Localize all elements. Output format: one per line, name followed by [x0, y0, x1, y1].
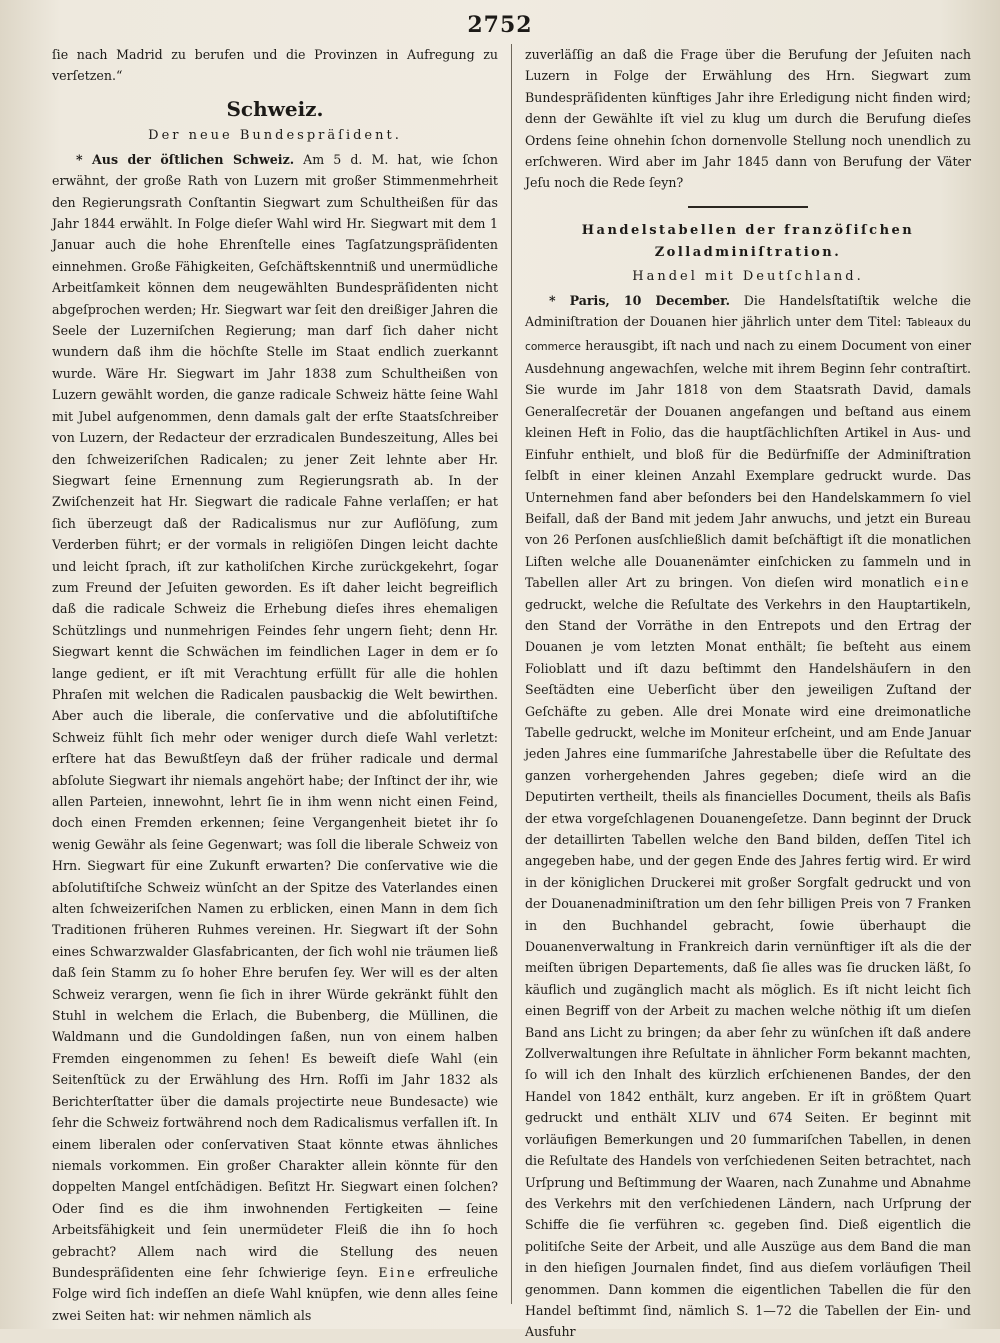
right-column	[525, 44, 971, 1340]
article-spaced-word: Eine	[378, 1264, 418, 1280]
article-body-end: erfreuliche Folge wird ſich indeſſen an dieſe Wahl knüpfen, wie denn alles ſeine zwei Seiten hat: wir nehmen nämlich als	[52, 1264, 498, 1323]
publication-title: Tableaux du commerce	[525, 317, 971, 353]
sub-heading-bundespraesident: Der neue Bundespräſident.	[148, 127, 402, 143]
article-spaced-word-eine: eine	[933, 575, 971, 591]
right-continuation-text: zuverläſſig an daß die Frage über die Berufung der Jeſuiten nach Luzern in Folge der Erwählung des Hrn. Siegwart zum Bundespräſidenten künftiges Jahr ihre Erledigung nicht finden wird; denn der Gewählte iſt viel zu klug um durch die Berufung dieſes Ordens ſeine ohnehin ſchon dornenvolle Stellung noch unendlich zu erſchweren. Wird aber im Jahr 1845 dann von Berufung der Väter Jeſu noch die Rede ſeyn?	[525, 47, 971, 191]
section-rule	[688, 206, 808, 208]
section-heading-handelstabellen: Handelstabellen der franzöſiſchen Zolladminiſtration.	[581, 222, 915, 260]
article-handelstabellen	[525, 290, 971, 1343]
sub-heading-handel-deutschland: Handel mit Deutſchland.	[632, 268, 864, 284]
article-body-part1: herausgibt, iſt nach und nach zu einem Document von einer Ausdehnung angewachſen, welche mit ihrem Beginn ſehr contraſtirt. Sie wurde im Jahr 1818 von dem Staatsrath David, damals Generalſecretär der Douanen angefangen und beſtand aus einem kleinen Heft in Folio, das die hauptſächlichſten Artikel in Aus- und Einfuhr enthielt, und bloß für die Bedürfniſſe der Adminiſtration ſelbſt in einer kleinen Anzahl Exemplare gedruckt wurde. Das Unternehmen fand aber beſonders bei den Handelskammern ſo viel Beifall, daß der Band mit jedem Jahr anwuchs, und jetzt ein Bureau von 26 Perſonen ausſchließlich damit beſchäftigt iſt die monatlichen Liſten welche alle Douanenämter einſchicken zu ſammeln und in Tabellen aller Art zu bringen. Von dieſen wird monatlich	[525, 337, 971, 591]
page-number: 2752	[467, 12, 533, 38]
section-heading-schweiz: Schweiz.	[226, 96, 324, 121]
article-dateline-paris: * Paris, 10 December.	[549, 292, 731, 308]
left-column	[52, 44, 498, 1323]
article-bundespraesident	[52, 149, 498, 1326]
article-body: Am 5 d. M. hat, wie ſchon erwähnt, der große Rath von Luzern mit großer Stimmenmehrheit den Regierungsrath Conſtantin Siegwart zum Schultheißen für das Jahr 1844 erwählt. In Folge dieſer Wahl wird Hr. Siegwart mit dem 1 Januar auch die hohe Ehrenſtelle eines Tagſatzungspräſidenten einnehmen. Große Fähigkeiten, Geſchäftskenntniß und unermüdliche Arbeitſamkeit können dem neugewählten Bundespräſidenten nicht abgeſprochen werden; Hr. Siegwart war ſeit den dreißiger Jahren die Seele der Luzerniſchen Regierung; man darf ſich daher nicht wundern daß ihm die höchſte Stelle im Staat endlich zuerkannt wurde. Wäre Hr. Siegwart im Jahr 1838 zum Schultheißen von Luzern gewählt worden, die ganze radicale Schweiz hätte ſeine Wahl mit Jubel aufgenommen, denn damals galt der erſte Staatsſchreiber von Luzern, der Redacteur der erzradicalen Bundeszeitung, Alles bei den ſchweizeriſchen Radicalen; zu jener Zeit lehnte aber Hr. Siegwart ſeine Ernennung zum Regierungsrath ab. In der Zwiſchenzeit hat Hr. Siegwart die radicale Fahne verlaſſen; er hat ſich überzeugt daß der Radicalismus nur zur Auflöſung, zum Verderben führt; er der vormals in religiöſen Dingen leicht dachte und leicht ſprach, iſt zur katholiſchen Kirche zurückgekehrt, ſogar zum Freund der Jeſuiten geworden. Es iſt daher leicht begreiflich daß die radicale Schweiz die Erhebung dieſes ihres ehemaligen Schützlings und nunmehrigen Feindes ſehr ungern ſieht; denn Hr. Siegwart kennt die Schwächen im feindlichen Lager in dem er ſo lange gedient, er iſt mit Verachtung erfüllt für alle die hohlen Phraſen mit welchen die Radicalen pausbackig die Welt bewirthen. Aber auch die liberale, die conſervative und die abſolutiſtiſche Schweiz fühlt ſich mehr oder weniger durch dieſe Wahl verletzt: erſtere hat das Bewußtſeyn daß der früher radicale und dermal abſolute Siegwart ihr niemals angehört habe; der Inſtinct der ihr, wie allen Parteien, innewohnt, lehrt ſie in ihm wenn nicht einen Feind, doch einen Fremden erkennen; ſeine Vergangenheit bietet ihr ſo wenig Gewähr als ſeine Gegenwart; was ſoll die liberale Schweiz von Hrn. Siegwart für eine Zukunft erwarten? Die conſervative wie die abſolutiſtiſche Schweiz wünſcht an der Spitze des Vaterlandes einen alten ſchweizeriſchen Namen zu erblicken, einen Mann in dem ſich Traditionen früheren Ruhmes vereinen. Hr. Siegwart iſt der Sohn eines Schwarzwalder Glasfabricanten, der ſich wohl nie träumen ließ daß ſein Stamm zu ſo hoher Ehre berufen ſey. Wer will es der alten Schweiz verargen, wenn ſie ſich in ihrer Würde gekränkt fühlt den Stuhl in welchem die Erlach, die Bubenberg, die Müllinen, die Waldmann und die Gundoldingen ſaßen, nun von einem halben Fremden eingenommen zu ſehen! Es beweiſt dieſe Wahl (ein Seitenſtück zu der Erwählung des Hrn. Roſſi im Jahr 1832 als Berichterſtatter über die damals projectirte neue Bundesacte) wie ſehr die Schweiz fortwährend noch dem Radicalismus verfallen iſt. In einem liberalen oder conſervativen Staat könnte etwas ähnliches niemals vorkommen. Ein großer Charakter allein könnte für den doppelten Mangel entſchädigen. Beſitzt Hr. Siegwart einen ſolchen? Oder ſind es die ihm inwohnenden Fertigkeiten — ſeine Arbeitsfähigkeit und ſein unermüdeter Fleiß die ihn ſo hoch gebracht? Allem nach wird die Stellung des neuen Bundespräſidenten eine ſehr ſchwierige ſeyn.	[52, 151, 498, 1280]
column-divider	[511, 44, 512, 1304]
left-continuation-text: ſie nach Madrid zu berufen und die Provinzen in Aufregung zu verſetzen.“	[52, 47, 498, 84]
article-dateline: * Aus der öſtlichen Schweiz.	[76, 151, 295, 167]
article-body-part2: gedruckt, welche die Reſultate des Verkehrs in den Hauptartikeln, den Stand der Vorräthe in den Entrepots und den Ertrag der Douanen je vom letzten Monat enthält; ſie beſteht aus einem Folioblatt und iſt dazu beſtimmt den Handelshäuſern in den Seeſtädten eine Ueberſicht über den jeweiligen Zuſtand der Geſchäfte zu geben. Alle drei Monate wird eine dreimonatliche Tabelle gedruckt, welche im Moniteur erſcheint, und am Ende Januar jeden Jahres eine ſummariſche Jahrestabelle über die Reſultate des ganzen vorhergehenden Jahres gegeben; dieſe wird an die Deputirten vertheilt, theils als financielles Document, theils als Baſis der etwa vorgeſchlagenen Douanengeſetze. Dann beginnt der Druck der detaillirten Tabellen welche den Band bilden, deſſen Titel ich angegeben habe, und der gegen Ende des Jahres fertig wird. Er wird in der königlichen Druckerei mit großer Sorgfalt gedruckt und von der Douanenadminiſtration um den ſehr billigen Preis von 7 Franken in den Buchhandel gebracht, ſowie überhaupt die Douanenverwaltung in Frankreich darin vernünftiger iſt als die der meiſten übrigen Departements, daß ſie alles was ſie drucken läßt, ſo käuflich und zugänglich macht als möglich. Es iſt nicht leicht ſich einen Begriff von der Arbeit zu machen welche nöthig iſt um dieſen Band ans Licht zu bringen; da aber ſehr zu wünſchen iſt daß andere Zollverwaltungen ihre Reſultate in ähnlicher Form bekannt machten, ſo will ich den Inhalt des kürzlich erſchienenen Bandes, der den Handel von 1842 enthält, kurz angeben. Er iſt in größtem Quart gedruckt und enthält XLIV und 674 Seiten. Er beginnt mit vorläufigen Bemerkungen und 20 ſummariſchen Tabellen, in denen die Reſultate des Handels von verſchiedenen Seiten betrachtet, nach Urſprung und Beſtimmung der Waaren, nach Zunahme und Abnahme des Verkehrs mit den verſchiedenen Ländern, nach Urſprung der Schiffe die ſie verführen ꝛc. gegeben ſind. Dieß eigentlich die politiſche Seite der Arbeit, und alle Auszüge aus dem Band die man in den hieſigen Journalen findet, ſind aus dieſem vorläufigen Theil genommen. Dann kommen die eigentlichen Tabellen die für den Handel beſtimmt ſind, nämlich S. 1—72 die Tabellen der Ein- und Ausfuhr	[525, 596, 971, 1340]
article-lead: Die Handelsſtatiſtik welche die Adminiſtration der Douanen hier jährlich unter dem Titel:	[525, 292, 971, 330]
